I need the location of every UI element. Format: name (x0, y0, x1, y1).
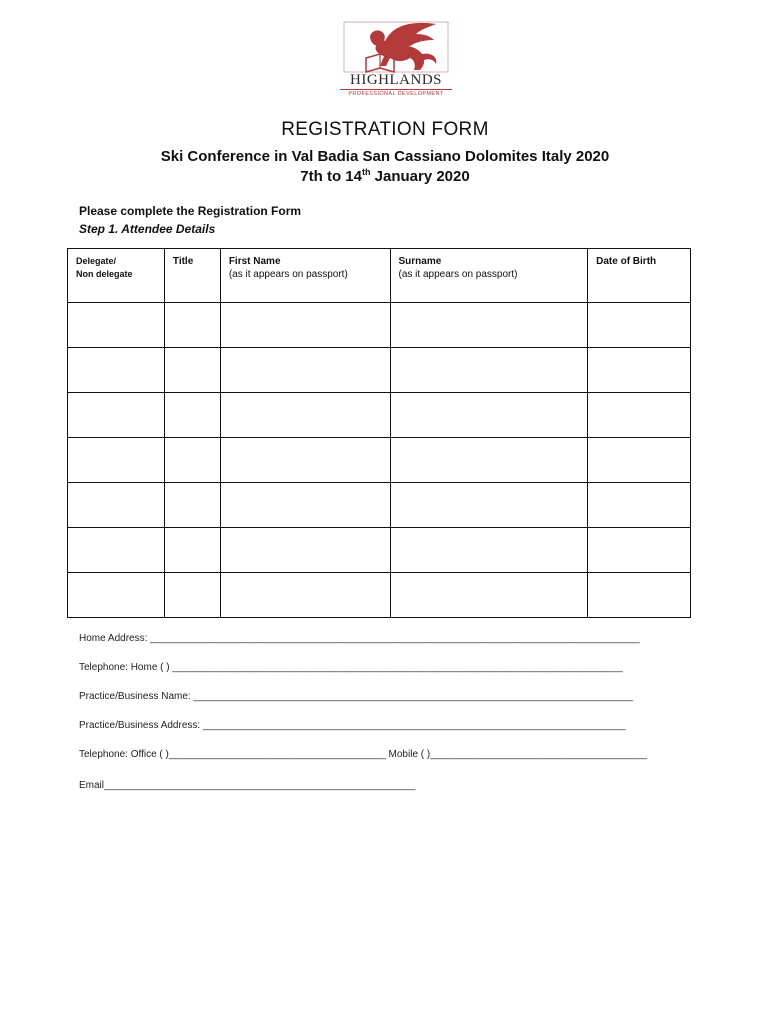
home-address-field[interactable]: Home Address: ________________________________________________________________________________________ (79, 633, 640, 644)
col-label: Date of Birth (596, 256, 657, 267)
event-dates-prefix: 7th to 14 (300, 168, 362, 185)
table-cell[interactable] (390, 528, 588, 573)
table-cell[interactable] (68, 483, 165, 528)
col-label: Delegate/ (76, 256, 117, 266)
col-surname (390, 249, 588, 303)
table-cell[interactable] (220, 483, 390, 528)
telephone-home-field[interactable]: Telephone: Home ( ) _________________________________________________________________________________ (79, 662, 623, 673)
table-cell[interactable] (220, 438, 390, 483)
table-cell[interactable] (220, 303, 390, 348)
step-heading: Step 1. Attendee Details (79, 222, 216, 236)
logo (340, 18, 452, 100)
event-dates (0, 167, 770, 185)
table-cell[interactable] (68, 438, 165, 483)
table-cell[interactable] (588, 573, 691, 618)
table-cell[interactable] (390, 573, 588, 618)
table-cell[interactable] (588, 528, 691, 573)
table-cell[interactable] (390, 348, 588, 393)
event-dates-sup: th (361, 167, 371, 177)
col-label: Title (172, 256, 194, 267)
table-header-row (68, 249, 691, 303)
table-cell[interactable] (164, 303, 220, 348)
table-cell[interactable] (588, 303, 691, 348)
instructions: Please complete the Registration Form (79, 204, 302, 218)
table-cell[interactable] (390, 393, 588, 438)
col-first-name (220, 249, 390, 303)
table-cell[interactable] (164, 348, 220, 393)
table-row (68, 438, 691, 483)
table-cell[interactable] (220, 573, 390, 618)
table-row (68, 483, 691, 528)
table-cell[interactable] (68, 303, 165, 348)
table-cell[interactable] (68, 528, 165, 573)
page-subtitle: Ski Conference in Val Badia San Cassiano Dolomites Italy 2020 (160, 148, 610, 165)
table-row (68, 528, 691, 573)
logo-name: HIGHLANDS (350, 72, 442, 88)
table-cell[interactable] (588, 348, 691, 393)
col-delegate (68, 249, 165, 303)
table-cell[interactable] (390, 438, 588, 483)
table-cell[interactable] (164, 528, 220, 573)
table-cell[interactable] (164, 483, 220, 528)
table-cell[interactable] (588, 393, 691, 438)
practice-address-field[interactable]: Practice/Business Address: ____________________________________________________________________________ (79, 720, 626, 731)
col-label: Surname (398, 256, 442, 267)
table-cell[interactable] (68, 573, 165, 618)
col-date-of-birth (588, 249, 691, 303)
col-title (164, 249, 220, 303)
email-field[interactable]: Email________________________________________________________ (79, 780, 416, 791)
col-sublabel: (as it appears on passport) (228, 269, 348, 280)
table-cell[interactable] (164, 438, 220, 483)
practice-name-field[interactable]: Practice/Business Name: _______________________________________________________________________________ (79, 691, 633, 702)
col-sublabel: (as it appears on passport) (398, 269, 518, 280)
table-cell[interactable] (164, 573, 220, 618)
col-sublabel: Non delegate (76, 269, 133, 279)
table-cell[interactable] (220, 348, 390, 393)
col-label: First Name (228, 256, 281, 267)
table-row (68, 573, 691, 618)
table-row (68, 393, 691, 438)
event-dates-suffix: January 2020 (370, 168, 470, 185)
table-cell[interactable] (68, 348, 165, 393)
table-cell[interactable] (588, 438, 691, 483)
winged-lion-icon (340, 18, 452, 74)
logo-tagline: PROFESSIONAL DEVELOPMENT (340, 89, 452, 97)
table-cell[interactable] (390, 303, 588, 348)
table-cell[interactable] (220, 393, 390, 438)
table-cell[interactable] (68, 393, 165, 438)
table-cell[interactable] (588, 483, 691, 528)
page-title: REGISTRATION FORM (281, 119, 489, 140)
table-row (68, 348, 691, 393)
attendee-table (67, 248, 691, 618)
telephone-office-field[interactable]: Telephone: Office ( )_______________________________________ Mobile ( )_______________________________________ (79, 749, 648, 760)
table-cell[interactable] (390, 483, 588, 528)
table-cell[interactable] (220, 528, 390, 573)
table-row (68, 303, 691, 348)
table-cell[interactable] (164, 393, 220, 438)
